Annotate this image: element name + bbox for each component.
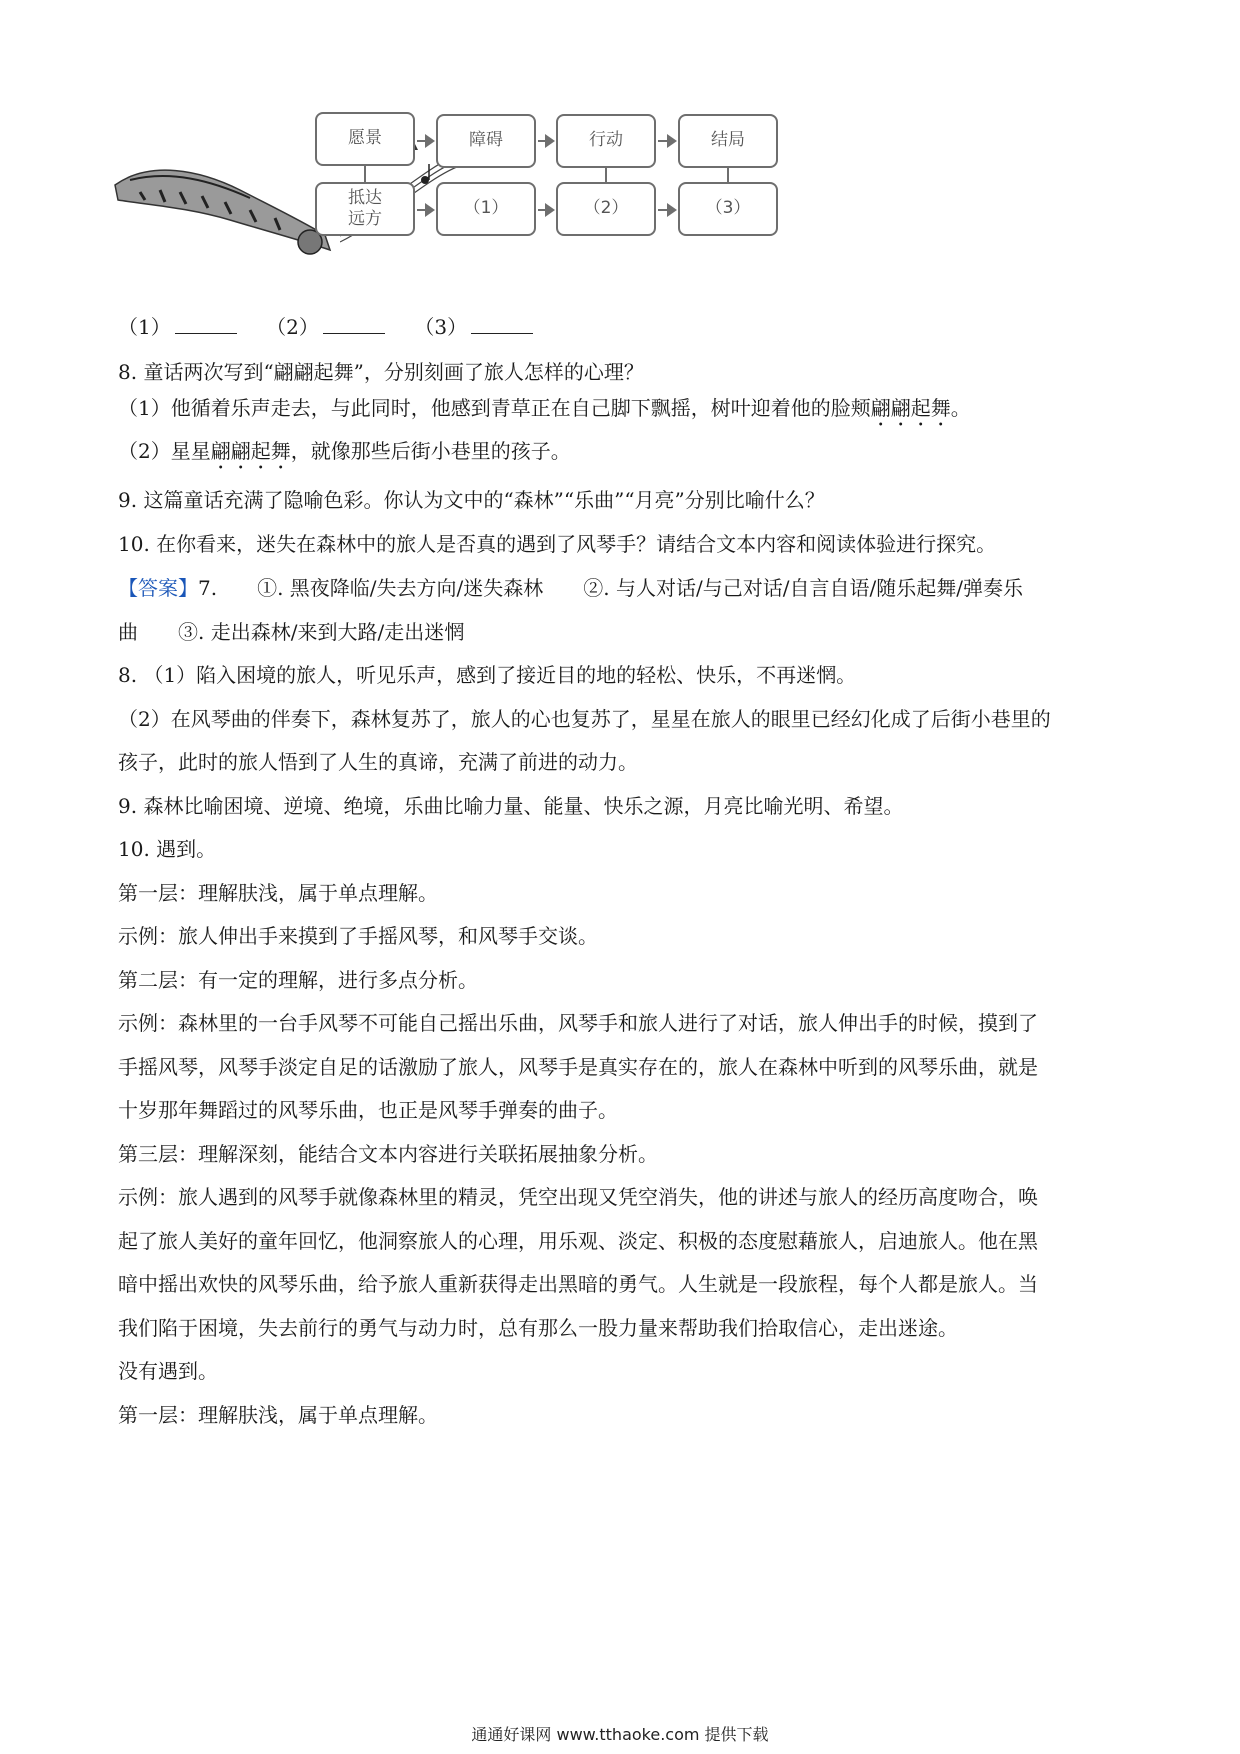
sentence-text: ，就像那些后街小巷里的孩子。 [290, 439, 571, 463]
answer-8-1: 8. （1）陷入困境的旅人，听见乐声，感到了接近目的地的轻松、快乐，不再迷惘。 [118, 663, 857, 687]
blank-label-2: （2） [266, 315, 319, 339]
answer-tag: 【答案】 [118, 576, 198, 600]
example-2-line-2: 手摇风琴，风琴手淡定自足的话激励了旅人，风琴手是真实存在的，旅人在森林中听到的风琴乐曲，就是 [118, 1055, 1038, 1079]
diagram-arrow [658, 140, 675, 142]
diagram-connector [727, 168, 729, 182]
level-1-heading-b: 第一层：理解肤浅，属于单点理解。 [118, 1403, 438, 1427]
example-2-line-3: 十岁那年舞蹈过的风琴乐曲，也正是风琴手弹奏的曲子。 [118, 1098, 618, 1122]
answer-10: 10. 遇到。 [118, 837, 217, 861]
blank-1[interactable] [175, 317, 237, 334]
diagram-arrow [417, 209, 433, 211]
question-9: 9. 这篇童话充满了隐喻色彩。你认为文中的“森林”“乐曲”“月亮”分别比喻什么？ [118, 488, 825, 512]
emphasized-phrase: 翩翩起舞 [870, 396, 951, 420]
diagram-arrow [538, 140, 553, 142]
answer-text: 7. ①. 黑夜降临/失去方向/迷失森林 ②. 与人对话/与己对话/自言自语/随乐起舞/弹奏乐 [198, 576, 1023, 600]
answer-8-2a: （2）在风琴曲的伴奏下，森林复苏了，旅人的心也复苏了，星星在旅人的眼里已经幻化成了后街小巷里的 [118, 707, 1051, 731]
question-10: 10. 在你看来，迷失在森林中的旅人是否真的遇到了风琴手？请结合文本内容和阅读体验进行探究。 [118, 532, 997, 556]
diagram-box-reach-afar: 抵达 远方 [315, 182, 415, 236]
blank-2[interactable] [323, 317, 385, 334]
diagram-arrow [538, 209, 553, 211]
answer-line-1 [118, 574, 1023, 602]
diagram-box-blank-1: （1） [436, 182, 536, 236]
diagram-box-obstacle: 障碍 [436, 114, 536, 168]
diagram-connector [605, 168, 607, 182]
diagram-arrow [417, 140, 433, 142]
level-3-heading: 第三层：理解深刻，能结合文本内容进行关联拓展抽象分析。 [118, 1142, 658, 1166]
diagram-box-blank-2: （2） [556, 182, 656, 236]
example-2-line-1: 示例：森林里的一台手风琴不可能自己摇出乐曲，风琴手和旅人进行了对话，旅人伸出手的时候，摸到了 [118, 1011, 1038, 1035]
diagram-connector [364, 166, 366, 182]
answer-line-2: 曲 ③. 走出森林/来到大路/走出迷惘 [118, 620, 465, 644]
level-1-heading: 第一层：理解肤浅，属于单点理解。 [118, 881, 438, 905]
question-8-sentence-2 [118, 437, 571, 474]
blank-3[interactable] [471, 317, 533, 334]
blank-label-3: （3） [414, 315, 468, 339]
question-8-sentence-1 [118, 394, 971, 431]
story-structure-diagram [110, 100, 890, 280]
fill-in-blanks [118, 313, 537, 341]
question-8: 8. 童话两次写到“翩翩起舞”，分别刻画了旅人怎样的心理？ [118, 360, 644, 384]
emphasized-phrase: 翩翩起舞 [210, 439, 291, 463]
sentence-text: （2）星星 [118, 439, 211, 463]
example-3-line-1: 示例：旅人遇到的风琴手就像森林里的精灵，凭空出现又凭空消失，他的讲述与旅人的经历高度吻合，唤 [118, 1185, 1038, 1209]
sentence-text: 。 [950, 396, 971, 420]
diagram-box-ending: 结局 [678, 114, 778, 168]
answer-9: 9. 森林比喻困境、逆境、绝境，乐曲比喻力量、能量、快乐之源，月亮比喻光明、希望。 [118, 794, 904, 818]
diagram-box-blank-3: （3） [678, 182, 778, 236]
example-3-line-4: 我们陷于困境，失去前行的勇气与动力时，总有那么一股力量来帮助我们拾取信心，走出迷途。 [118, 1316, 958, 1340]
example-1: 示例：旅人伸出手来摸到了手摇风琴，和风琴手交谈。 [118, 924, 598, 948]
saxophone-illustration [110, 140, 340, 260]
diagram-box-vision: 愿景 [315, 112, 415, 166]
diagram-box-action: 行动 [556, 114, 656, 168]
example-3-line-3: 暗中摇出欢快的风琴乐曲，给予旅人重新获得走出黑暗的勇气。人生就是一段旅程，每个人都是旅人。当 [118, 1272, 1038, 1296]
example-3-line-2: 起了旅人美好的童年回忆，他洞察旅人的心理，用乐观、淡定、积极的态度慰藉旅人，启迪旅人。他在黑 [118, 1229, 1038, 1253]
answer-8-2b: 孩子，此时的旅人悟到了人生的真谛，充满了前进的动力。 [118, 750, 638, 774]
blank-label-1: （1） [118, 315, 171, 339]
diagram-arrow [658, 209, 675, 211]
footer-source: 通通好课网 www.tthaoke.com 提供下载 [471, 1725, 769, 1744]
level-2-heading: 第二层：有一定的理解，进行多点分析。 [118, 968, 478, 992]
sentence-text: （1）他循着乐声走去，与此同时，他感到青草正在自己脚下飘摇，树叶迎着他的脸颊 [118, 396, 871, 420]
answer-not-met: 没有遇到。 [118, 1359, 218, 1383]
